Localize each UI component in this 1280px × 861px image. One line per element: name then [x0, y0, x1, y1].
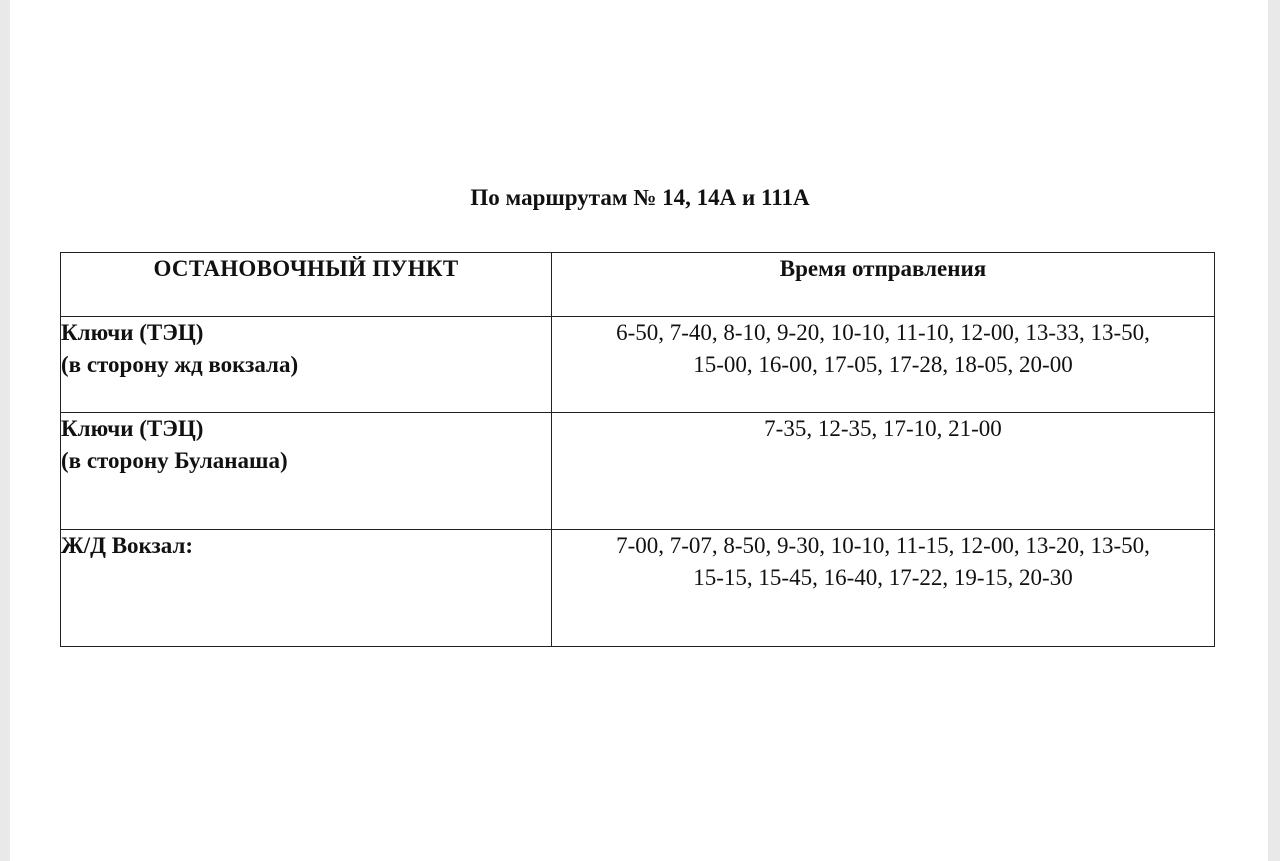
- stop-direction: (в сторону Буланаша): [61, 448, 288, 473]
- departure-times-line: 7-00, 7-07, 8-50, 9-30, 10-10, 11-15, 12-00, 13-20, 13-50,: [616, 533, 1150, 558]
- stop-name: Ж/Д Вокзал:: [61, 533, 194, 558]
- departure-times-line: 15-00, 16-00, 17-05, 17-28, 18-05, 20-00: [693, 352, 1073, 377]
- departure-times-line: 15-15, 15-45, 16-40, 17-22, 19-15, 20-30: [693, 565, 1073, 590]
- departure-times-cell: [552, 317, 1215, 413]
- stop-cell: [61, 530, 552, 647]
- table-header-row: [61, 253, 1215, 317]
- stop-name: Ключи (ТЭЦ): [61, 320, 204, 345]
- stop-name: Ключи (ТЭЦ): [61, 416, 204, 441]
- header-departure-time: Время отправления: [552, 253, 1215, 317]
- document-title: По маршрутам № 14, 14А и 111А: [470, 185, 810, 210]
- departure-times-cell: [552, 413, 1215, 530]
- table-row: [61, 317, 1215, 413]
- departure-times-cell: [552, 530, 1215, 647]
- departure-times-line: 7-35, 12-35, 17-10, 21-00: [764, 416, 1002, 441]
- table-row: [61, 413, 1215, 530]
- table-row: [61, 530, 1215, 647]
- schedule-table: [60, 252, 1215, 647]
- departure-times-line: 6-50, 7-40, 8-10, 9-20, 10-10, 11-10, 12-00, 13-33, 13-50,: [616, 320, 1150, 345]
- stop-cell: [61, 413, 552, 530]
- stop-direction: (в сторону жд вокзала): [61, 352, 299, 377]
- header-stop: ОСТАНОВОЧНЫЙ ПУНКТ: [61, 253, 552, 317]
- stop-cell: [61, 317, 552, 413]
